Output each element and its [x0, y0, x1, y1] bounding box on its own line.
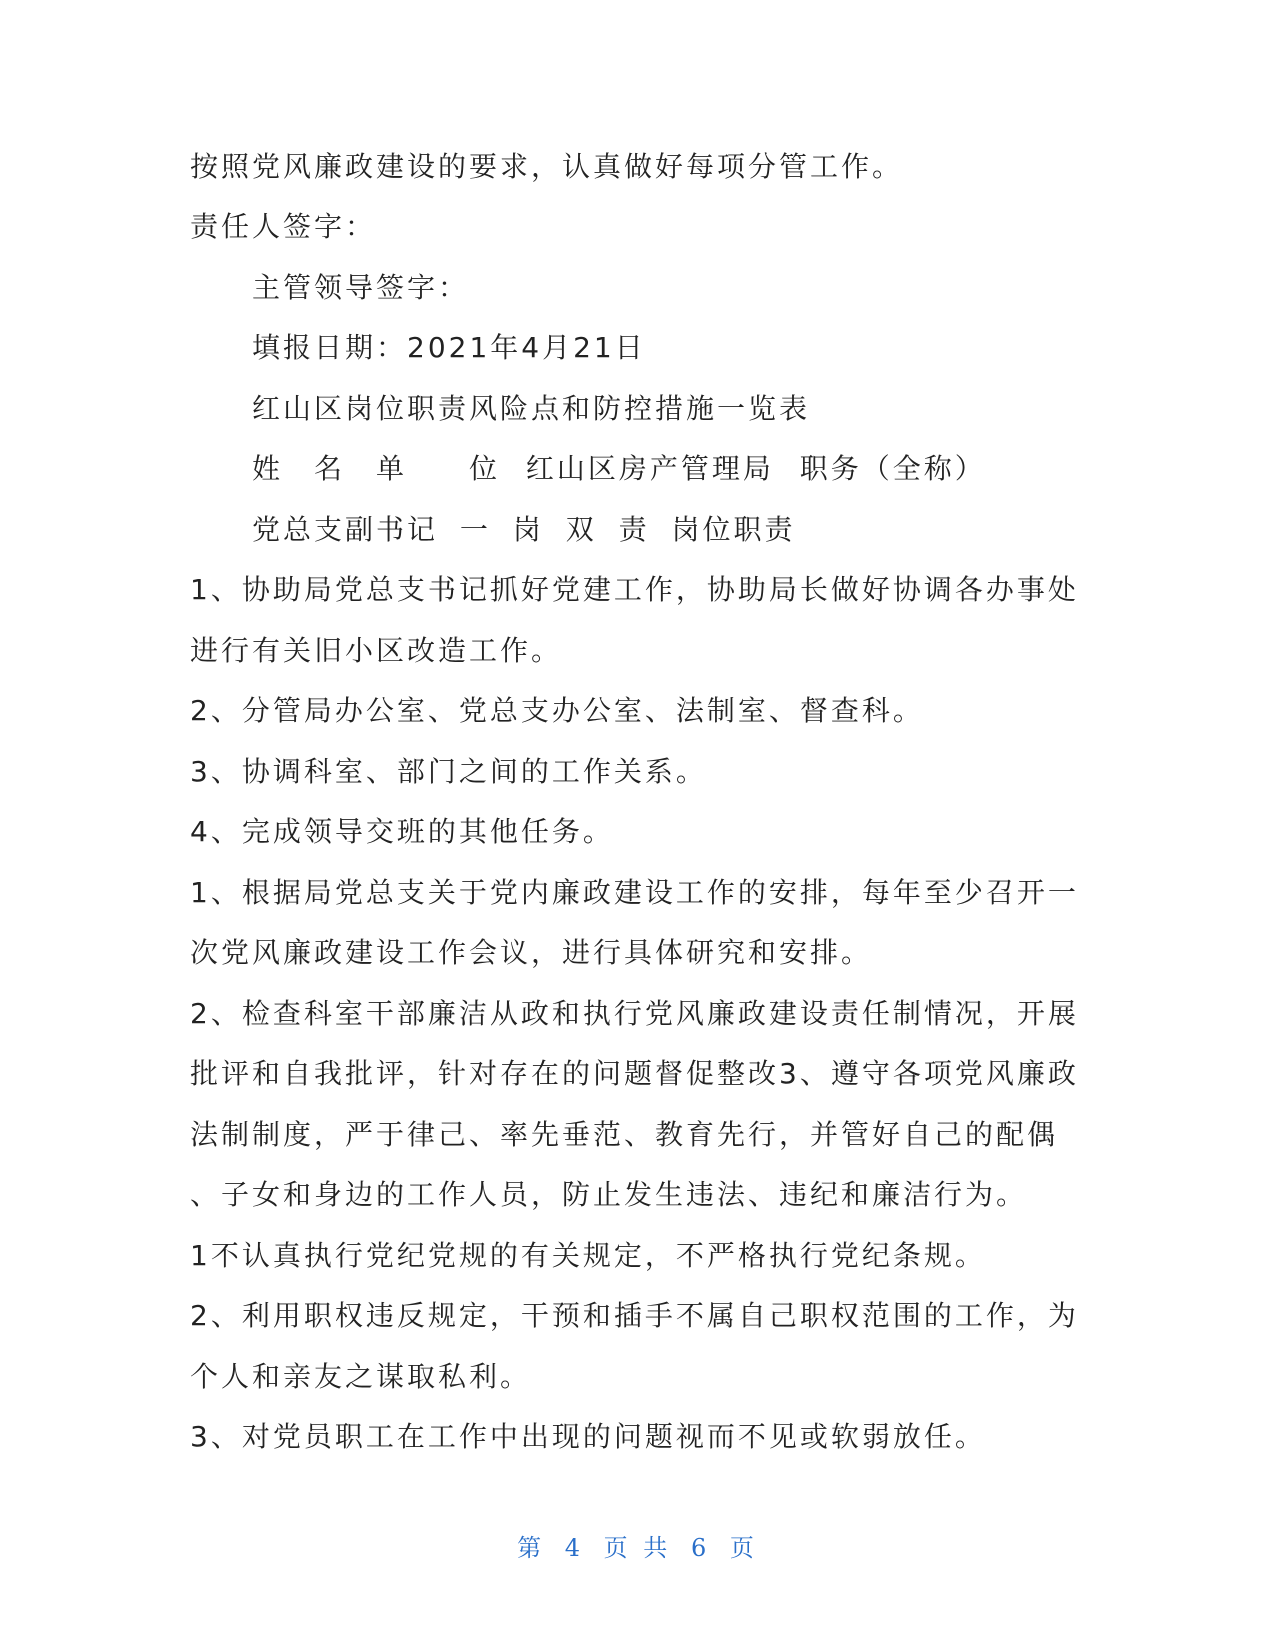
text-line: 批评和自我批评，针对存在的问题督促整改3、遵守各项党风廉政: [190, 1057, 1079, 1090]
text-line: 2、分管局办公室、党总支办公室、法制室、督查科。: [190, 694, 924, 727]
text-line: 填报日期：2021年4月21日: [252, 331, 646, 364]
text-line: 3、协调科室、部门之间的工作关系。: [190, 755, 707, 788]
text-line: 法制制度，严于律己、率先垂范、教育先行，并管好自己的配偶: [190, 1118, 1059, 1151]
text-line: 个人和亲友之谋取私利。: [190, 1360, 532, 1393]
text-line: 1、根据局党总支关于党内廉政建设工作的安排，每年至少召开一: [190, 876, 1079, 909]
text-line: 进行有关旧小区改造工作。: [190, 634, 563, 667]
text-line: 1不认真执行党纪党规的有关规定，不严格执行党纪条规。: [190, 1239, 986, 1272]
text-line: 4、完成领导交班的其他任务。: [190, 815, 614, 848]
text-line: 1、协助局党总支书记抓好党建工作，协助局长做好协调各办事处: [190, 573, 1079, 606]
page-number: 4: [564, 1534, 585, 1562]
text-line: 按照党风廉政建设的要求，认真做好每项分管工作。: [190, 150, 904, 183]
text-line: 、子女和身边的工作人员，防止发生违法、违纪和廉洁行为。: [190, 1178, 1028, 1211]
text-line: 主管领导签字：: [252, 271, 470, 304]
text-line: 3、对党员职工在工作中出现的问题视而不见或软弱放任。: [190, 1420, 986, 1453]
text-line: 2、检查科室干部廉洁从政和执行党风廉政建设责任制情况，开展: [190, 997, 1079, 1030]
text-line: 2、利用职权违反规定，干预和插手不属自己职权范围的工作，为: [190, 1299, 1079, 1332]
text-line: 党总支副书记 一 岗 双 责 岗位职责: [252, 513, 796, 546]
text-line: 姓 名 单 位 红山区房产管理局 职务（全称）: [252, 452, 986, 485]
page-mid: 页 共: [603, 1534, 672, 1562]
text-line: 次党风廉政建设工作会议，进行具体研究和安排。: [190, 936, 873, 969]
page-prefix: 第: [517, 1534, 546, 1562]
page-footer: [0, 1532, 1275, 1564]
text-line: 责任人签字：: [190, 210, 377, 243]
page-suffix: 页: [729, 1534, 758, 1562]
total-pages: 6: [690, 1534, 711, 1562]
table-title: 红山区岗位职责风险点和防控措施一览表: [252, 392, 811, 425]
